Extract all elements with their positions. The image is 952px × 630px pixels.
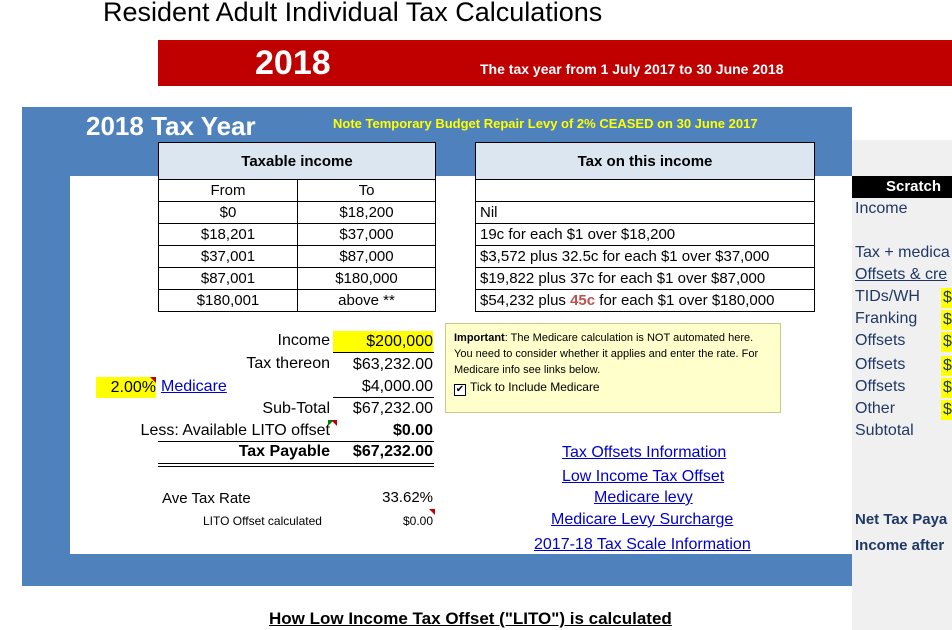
bracket-from[interactable]: $0	[159, 202, 298, 224]
side-tax-medicare-label: Tax + medica	[855, 244, 950, 261]
comment-marker-icon	[150, 377, 156, 383]
payable-rule-2	[158, 466, 434, 467]
bracket-to[interactable]: $18,200	[298, 202, 436, 224]
important-text: : The Medicare calculation is NOT automated here. You need to consider whether it applies and enter the rate. For Medicare info see links below.	[454, 332, 759, 376]
table-row	[159, 268, 436, 290]
lito-calc-value: $0.00	[402, 514, 433, 528]
bracket-from[interactable]: $37,001	[159, 246, 298, 268]
side-input-cell[interactable]: $	[943, 401, 952, 418]
taxable-income-table	[158, 142, 436, 312]
to-column-header: To	[298, 180, 436, 202]
side-other-label: Other	[855, 400, 896, 417]
banner-period: The tax year from 1 July 2017 to 30 June 2018	[480, 61, 784, 77]
medicare-value: $4,000.00	[361, 378, 433, 395]
important-label: Important	[454, 332, 505, 344]
ave-tax-rate-label: Ave Tax Rate	[162, 490, 251, 507]
payable-top-rule	[158, 441, 434, 442]
comment-marker-icon	[429, 509, 435, 515]
tax-rate-suffix: for each $1 over $180,000	[595, 292, 775, 309]
medicare-note-box	[445, 323, 781, 413]
side-income-label: Income	[855, 200, 908, 217]
lito-section-heading: How Low Income Tax Offset ("LITO") is calculated	[269, 609, 672, 628]
blank-row	[476, 180, 815, 202]
bracket-to[interactable]: $37,000	[298, 224, 436, 246]
tax-rate-prefix: $54,232 plus	[480, 292, 571, 309]
side-offsets-label: Offsets	[855, 332, 906, 349]
tax-thereon-value: $63,232.00	[352, 356, 433, 373]
tax-offsets-link[interactable]: Tax Offsets Information	[562, 444, 727, 461]
table-row	[159, 202, 436, 224]
income-label: Income	[277, 332, 330, 349]
bracket-from[interactable]: $18,201	[159, 224, 298, 246]
income-input[interactable]: $200,000	[333, 331, 433, 352]
medicare-rate-input[interactable]: 2.00%	[96, 377, 156, 398]
taxable-income-header: Taxable income	[159, 143, 436, 180]
table-row	[476, 246, 815, 268]
side-franking-label: Franking	[855, 310, 918, 327]
medicare-checkbox-label: Tick to Include Medicare	[470, 380, 600, 394]
bracket-from[interactable]: $180,001	[159, 290, 298, 312]
table-row	[159, 224, 436, 246]
bracket-from[interactable]: $87,001	[159, 268, 298, 290]
bracket-to[interactable]: $87,000	[298, 246, 436, 268]
scratch-header: Scratch	[852, 176, 952, 198]
side-tids-label: TIDs/WH	[855, 288, 920, 305]
side-input-cell[interactable]: $	[943, 357, 952, 374]
side-input-cell[interactable]: $	[943, 311, 952, 328]
lito-offset-value: $0.00	[392, 422, 433, 439]
ave-tax-rate-value: 33.62%	[382, 489, 433, 506]
banner-year: 2018	[255, 44, 331, 82]
table-row	[159, 290, 436, 312]
subtotal-label: Sub-Total	[262, 400, 330, 417]
tax-scale-link[interactable]: 2017-18 Tax Scale Information	[534, 536, 751, 553]
side-offsets-label: Offsets	[855, 378, 906, 395]
income-underline	[333, 352, 434, 353]
table-row	[476, 224, 815, 246]
side-net-tax-label: Net Tax Paya	[855, 511, 948, 528]
low-income-offset-link[interactable]: Low Income Tax Offset	[562, 468, 725, 485]
page-title: Resident Adult Individual Tax Calculations	[103, 0, 603, 27]
tax-rate-cell[interactable]: $19,822 plus 37c for each $1 over $87,000	[476, 268, 815, 290]
checkbox-checked-icon[interactable]: ✔	[455, 384, 465, 395]
table-row	[476, 202, 815, 224]
panel-title: 2018 Tax Year	[86, 111, 256, 141]
side-offsets-credits-label: Offsets & cre	[855, 266, 948, 283]
tax-rate-cell[interactable]: $3,572 plus 32.5c for each $1 over $37,000	[476, 246, 815, 268]
side-input-cell[interactable]: $	[943, 333, 952, 350]
side-input-cell[interactable]: $	[943, 289, 952, 306]
tax-payable-label: Tax Payable	[238, 443, 330, 460]
side-subtotal-label: Subtotal	[855, 422, 914, 439]
year-banner	[158, 40, 952, 86]
tax-rate-cell[interactable]	[476, 290, 815, 312]
lito-offset-label: Less: Available LITO offset	[140, 422, 330, 439]
tax-payable-value: $67,232.00	[352, 443, 433, 460]
table-row	[476, 290, 815, 312]
medicare-link[interactable]: Medicare	[161, 378, 227, 395]
medicare-checkbox-row[interactable]	[454, 379, 772, 396]
tax-on-income-table	[475, 142, 815, 312]
table-row	[159, 246, 436, 268]
tax-rate-cell[interactable]: Nil	[476, 202, 815, 224]
lito-calc-label: LITO Offset calculated	[203, 514, 322, 528]
from-column-header: From	[159, 180, 298, 202]
levy-note: Note Temporary Budget Repair Levy of 2% CEASED on 30 June 2017	[333, 116, 758, 131]
bracket-to[interactable]: $180,000	[298, 268, 436, 290]
table-row	[476, 268, 815, 290]
side-input-cell[interactable]: $	[943, 379, 952, 396]
medicare-levy-link[interactable]: Medicare levy	[594, 489, 693, 506]
medicare-underline	[333, 397, 434, 398]
top-rate-highlight: 45c	[570, 292, 596, 309]
medicare-surcharge-link[interactable]: Medicare Levy Surcharge	[551, 511, 734, 528]
bracket-to[interactable]: above **	[298, 290, 436, 312]
side-income-after-label: Income after	[855, 537, 945, 554]
side-offsets-label: Offsets	[855, 356, 906, 373]
tax-on-income-header: Tax on this income	[476, 143, 815, 180]
subtotal-value: $67,232.00	[352, 400, 433, 417]
tax-thereon-label: Tax thereon	[246, 355, 330, 372]
payable-rule-1	[158, 463, 434, 464]
tax-rate-cell[interactable]: 19c for each $1 over $18,200	[476, 224, 815, 246]
